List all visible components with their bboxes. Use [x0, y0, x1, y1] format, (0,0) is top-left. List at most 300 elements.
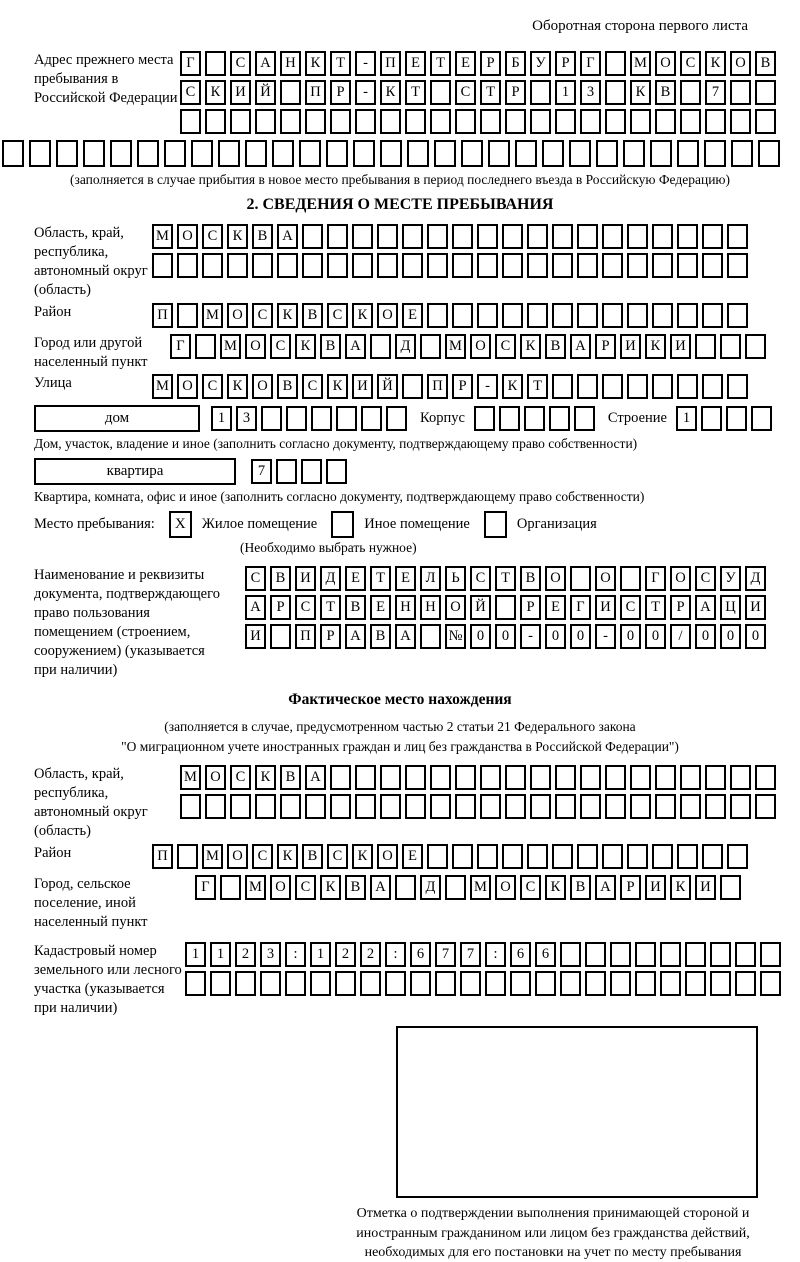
char-box[interactable] — [745, 334, 766, 359]
char-box[interactable] — [735, 971, 756, 996]
char-box[interactable] — [527, 844, 548, 869]
char-box[interactable]: И — [295, 566, 316, 591]
char-box[interactable]: У — [530, 51, 551, 76]
char-box[interactable]: В — [345, 595, 366, 620]
char-box[interactable]: П — [152, 303, 173, 328]
char-box[interactable]: Й — [377, 374, 398, 399]
char-box[interactable]: И — [670, 334, 691, 359]
char-box[interactable]: Г — [580, 51, 601, 76]
char-box[interactable] — [177, 844, 198, 869]
char-box[interactable] — [627, 844, 648, 869]
char-box[interactable]: К — [277, 844, 298, 869]
char-box[interactable] — [727, 224, 748, 249]
char-box[interactable] — [677, 253, 698, 278]
char-box[interactable] — [210, 971, 231, 996]
char-box[interactable]: Е — [455, 51, 476, 76]
char-box[interactable] — [352, 253, 373, 278]
char-box[interactable] — [527, 303, 548, 328]
char-box[interactable]: С — [327, 844, 348, 869]
char-box[interactable]: М — [152, 224, 173, 249]
char-box[interactable] — [377, 253, 398, 278]
char-box[interactable] — [680, 109, 701, 134]
char-box[interactable] — [330, 765, 351, 790]
char-box[interactable]: 0 — [695, 624, 716, 649]
char-box[interactable]: О — [177, 374, 198, 399]
char-box[interactable] — [580, 109, 601, 134]
char-box[interactable] — [205, 794, 226, 819]
char-box[interactable] — [755, 765, 776, 790]
char-box[interactable]: Д — [420, 875, 441, 900]
char-box[interactable]: Р — [330, 80, 351, 105]
char-box[interactable] — [502, 844, 523, 869]
char-box[interactable]: С — [230, 765, 251, 790]
char-box[interactable]: 6 — [410, 942, 431, 967]
char-box[interactable] — [515, 140, 537, 167]
char-box[interactable]: А — [395, 624, 416, 649]
char-box[interactable] — [488, 140, 510, 167]
char-box[interactable]: В — [370, 624, 391, 649]
char-box[interactable]: К — [380, 80, 401, 105]
char-box[interactable] — [499, 406, 520, 431]
char-box[interactable] — [370, 334, 391, 359]
char-box[interactable]: 3 — [236, 406, 257, 431]
char-box[interactable] — [569, 140, 591, 167]
char-box[interactable]: О — [377, 844, 398, 869]
char-box[interactable] — [502, 224, 523, 249]
char-box[interactable] — [377, 224, 398, 249]
char-box[interactable] — [380, 140, 402, 167]
char-box[interactable] — [710, 942, 731, 967]
char-box[interactable]: - — [355, 80, 376, 105]
char-box[interactable]: 6 — [510, 942, 531, 967]
char-box[interactable] — [677, 303, 698, 328]
char-box[interactable] — [720, 334, 741, 359]
char-box[interactable] — [477, 253, 498, 278]
char-box[interactable] — [627, 374, 648, 399]
char-box[interactable]: Е — [370, 595, 391, 620]
char-box[interactable] — [270, 624, 291, 649]
char-box[interactable] — [427, 224, 448, 249]
char-box[interactable] — [552, 303, 573, 328]
char-box[interactable] — [430, 765, 451, 790]
char-box[interactable] — [602, 303, 623, 328]
char-box[interactable] — [302, 253, 323, 278]
char-box[interactable]: И — [745, 595, 766, 620]
char-box[interactable] — [602, 224, 623, 249]
char-box[interactable]: И — [352, 374, 373, 399]
char-box[interactable]: - — [355, 51, 376, 76]
char-box[interactable] — [635, 942, 656, 967]
char-box[interactable]: В — [302, 844, 323, 869]
char-box[interactable] — [680, 765, 701, 790]
char-box[interactable]: К — [227, 224, 248, 249]
char-box[interactable]: В — [252, 224, 273, 249]
char-box[interactable] — [495, 595, 516, 620]
char-box[interactable] — [276, 459, 297, 484]
char-box[interactable]: И — [620, 334, 641, 359]
char-box[interactable]: К — [630, 80, 651, 105]
char-box[interactable]: О — [377, 303, 398, 328]
char-box[interactable] — [385, 971, 406, 996]
char-box[interactable] — [461, 140, 483, 167]
char-box[interactable]: М — [630, 51, 651, 76]
char-box[interactable]: Р — [620, 875, 641, 900]
char-box[interactable] — [455, 109, 476, 134]
char-box[interactable] — [680, 794, 701, 819]
char-box[interactable]: 2 — [235, 942, 256, 967]
char-box[interactable]: А — [255, 51, 276, 76]
char-box[interactable] — [755, 794, 776, 819]
char-box[interactable] — [301, 459, 322, 484]
char-box[interactable] — [327, 224, 348, 249]
char-box[interactable] — [655, 109, 676, 134]
char-box[interactable]: Й — [470, 595, 491, 620]
char-box[interactable] — [455, 765, 476, 790]
char-box[interactable] — [726, 406, 747, 431]
char-box[interactable]: Д — [745, 566, 766, 591]
char-box[interactable] — [605, 794, 626, 819]
char-box[interactable]: А — [595, 875, 616, 900]
char-box[interactable]: 2 — [335, 942, 356, 967]
char-box[interactable] — [386, 406, 407, 431]
char-box[interactable]: Е — [345, 566, 366, 591]
char-box[interactable]: 1 — [211, 406, 232, 431]
char-box[interactable]: Т — [330, 51, 351, 76]
char-box[interactable]: О — [670, 566, 691, 591]
char-box[interactable] — [555, 765, 576, 790]
char-box[interactable]: П — [295, 624, 316, 649]
char-box[interactable]: Е — [402, 303, 423, 328]
char-box[interactable]: С — [180, 80, 201, 105]
char-box[interactable]: С — [252, 303, 273, 328]
char-box[interactable] — [755, 109, 776, 134]
char-box[interactable]: Р — [595, 334, 616, 359]
char-box[interactable] — [272, 140, 294, 167]
char-box[interactable] — [577, 844, 598, 869]
char-box[interactable] — [760, 971, 781, 996]
char-box[interactable]: О — [595, 566, 616, 591]
char-box[interactable] — [730, 80, 751, 105]
char-box[interactable] — [555, 794, 576, 819]
char-box[interactable] — [549, 406, 570, 431]
char-box[interactable]: С — [202, 224, 223, 249]
char-box[interactable]: 0 — [745, 624, 766, 649]
char-box[interactable]: Г — [180, 51, 201, 76]
char-box[interactable] — [623, 140, 645, 167]
char-box[interactable] — [620, 566, 641, 591]
char-box[interactable] — [336, 406, 357, 431]
char-box[interactable]: К — [645, 334, 666, 359]
char-box[interactable]: В — [520, 566, 541, 591]
char-box[interactable]: К — [205, 80, 226, 105]
char-box[interactable]: О — [177, 224, 198, 249]
char-box[interactable]: Т — [405, 80, 426, 105]
char-box[interactable]: С — [327, 303, 348, 328]
char-box[interactable] — [355, 109, 376, 134]
char-box[interactable] — [285, 971, 306, 996]
char-box[interactable] — [542, 140, 564, 167]
char-box[interactable] — [410, 971, 431, 996]
char-box[interactable]: Г — [195, 875, 216, 900]
char-box[interactable]: О — [270, 875, 291, 900]
char-box[interactable]: О — [545, 566, 566, 591]
char-box[interactable] — [280, 80, 301, 105]
char-box[interactable]: О — [445, 595, 466, 620]
char-box[interactable]: С — [202, 374, 223, 399]
char-box[interactable] — [605, 80, 626, 105]
char-box[interactable] — [255, 109, 276, 134]
char-box[interactable] — [280, 794, 301, 819]
char-box[interactable]: : — [285, 942, 306, 967]
char-box[interactable]: Е — [405, 51, 426, 76]
char-box[interactable] — [405, 109, 426, 134]
char-box[interactable] — [555, 109, 576, 134]
char-box[interactable]: Р — [505, 80, 526, 105]
char-box[interactable] — [580, 794, 601, 819]
char-box[interactable]: / — [670, 624, 691, 649]
char-box[interactable]: О — [730, 51, 751, 76]
char-box[interactable] — [577, 253, 598, 278]
char-box[interactable]: 2 — [360, 942, 381, 967]
char-box[interactable] — [29, 140, 51, 167]
char-box[interactable]: О — [495, 875, 516, 900]
char-box[interactable]: И — [245, 624, 266, 649]
char-box[interactable] — [218, 140, 240, 167]
char-box[interactable] — [260, 971, 281, 996]
char-box[interactable]: М — [445, 334, 466, 359]
char-box[interactable]: С — [302, 374, 323, 399]
char-box[interactable] — [420, 624, 441, 649]
char-box[interactable] — [405, 794, 426, 819]
char-box[interactable] — [452, 303, 473, 328]
char-box[interactable]: О — [470, 334, 491, 359]
char-box[interactable] — [227, 253, 248, 278]
char-box[interactable]: 0 — [570, 624, 591, 649]
char-box[interactable]: С — [455, 80, 476, 105]
char-box[interactable]: М — [470, 875, 491, 900]
char-box[interactable] — [235, 971, 256, 996]
char-box[interactable] — [704, 140, 726, 167]
char-box[interactable] — [630, 765, 651, 790]
char-box[interactable] — [455, 794, 476, 819]
char-box[interactable] — [445, 875, 466, 900]
char-box[interactable] — [326, 140, 348, 167]
char-box[interactable] — [755, 80, 776, 105]
char-box[interactable]: 0 — [645, 624, 666, 649]
checkbox-organization[interactable] — [484, 511, 507, 538]
char-box[interactable]: Т — [430, 51, 451, 76]
char-box[interactable] — [380, 794, 401, 819]
char-box[interactable] — [277, 253, 298, 278]
char-box[interactable] — [630, 794, 651, 819]
char-box[interactable]: Л — [420, 566, 441, 591]
char-box[interactable]: С — [230, 51, 251, 76]
char-box[interactable] — [652, 844, 673, 869]
char-box[interactable] — [286, 406, 307, 431]
char-box[interactable] — [352, 224, 373, 249]
char-box[interactable]: И — [695, 875, 716, 900]
char-box[interactable]: К — [295, 334, 316, 359]
char-box[interactable]: П — [380, 51, 401, 76]
char-box[interactable]: Б — [505, 51, 526, 76]
char-box[interactable] — [702, 374, 723, 399]
char-box[interactable] — [577, 303, 598, 328]
char-box[interactable] — [560, 971, 581, 996]
char-box[interactable] — [527, 253, 548, 278]
char-box[interactable] — [530, 765, 551, 790]
char-box[interactable] — [305, 794, 326, 819]
char-box[interactable] — [505, 109, 526, 134]
char-box[interactable]: Р — [555, 51, 576, 76]
char-box[interactable]: В — [570, 875, 591, 900]
char-box[interactable] — [677, 140, 699, 167]
char-box[interactable]: А — [345, 334, 366, 359]
char-box[interactable] — [552, 224, 573, 249]
char-box[interactable] — [527, 224, 548, 249]
char-box[interactable] — [552, 844, 573, 869]
char-box[interactable]: С — [295, 595, 316, 620]
char-box[interactable]: К — [320, 875, 341, 900]
char-box[interactable] — [480, 109, 501, 134]
char-box[interactable] — [602, 374, 623, 399]
char-box[interactable] — [535, 971, 556, 996]
char-box[interactable] — [727, 844, 748, 869]
char-box[interactable]: Т — [480, 80, 501, 105]
char-box[interactable] — [261, 406, 282, 431]
char-box[interactable]: - — [595, 624, 616, 649]
char-box[interactable]: 7 — [251, 459, 272, 484]
char-box[interactable] — [502, 303, 523, 328]
char-box[interactable] — [305, 109, 326, 134]
char-box[interactable]: Р — [670, 595, 691, 620]
char-box[interactable] — [477, 844, 498, 869]
char-box[interactable] — [452, 224, 473, 249]
char-box[interactable] — [650, 140, 672, 167]
char-box[interactable] — [152, 253, 173, 278]
char-box[interactable]: Р — [480, 51, 501, 76]
char-box[interactable] — [380, 765, 401, 790]
char-box[interactable]: М — [220, 334, 241, 359]
char-box[interactable]: К — [227, 374, 248, 399]
char-box[interactable]: № — [445, 624, 466, 649]
char-box[interactable] — [510, 971, 531, 996]
char-box[interactable]: А — [277, 224, 298, 249]
char-box[interactable] — [452, 844, 473, 869]
char-box[interactable]: - — [477, 374, 498, 399]
char-box[interactable]: О — [205, 765, 226, 790]
char-box[interactable]: М — [202, 844, 223, 869]
char-box[interactable] — [252, 253, 273, 278]
char-box[interactable] — [731, 140, 753, 167]
char-box[interactable] — [702, 844, 723, 869]
char-box[interactable] — [502, 253, 523, 278]
char-box[interactable]: : — [385, 942, 406, 967]
char-box[interactable]: Н — [420, 595, 441, 620]
char-box[interactable]: М — [180, 765, 201, 790]
char-box[interactable]: Р — [320, 624, 341, 649]
char-box[interactable]: Е — [395, 566, 416, 591]
char-box[interactable]: Р — [270, 595, 291, 620]
char-box[interactable] — [627, 303, 648, 328]
char-box[interactable]: В — [655, 80, 676, 105]
char-box[interactable] — [430, 80, 451, 105]
char-box[interactable] — [355, 794, 376, 819]
char-box[interactable]: К — [352, 303, 373, 328]
char-box[interactable] — [610, 971, 631, 996]
char-box[interactable]: А — [570, 334, 591, 359]
char-box[interactable] — [474, 406, 495, 431]
char-box[interactable] — [430, 794, 451, 819]
char-box[interactable]: О — [227, 844, 248, 869]
char-box[interactable] — [602, 253, 623, 278]
char-box[interactable] — [677, 374, 698, 399]
char-box[interactable] — [570, 566, 591, 591]
char-box[interactable]: М — [202, 303, 223, 328]
char-box[interactable]: Н — [280, 51, 301, 76]
char-box[interactable] — [335, 971, 356, 996]
char-box[interactable]: Т — [495, 566, 516, 591]
char-box[interactable]: Т — [645, 595, 666, 620]
char-box[interactable] — [255, 794, 276, 819]
char-box[interactable] — [302, 224, 323, 249]
char-box[interactable] — [552, 374, 573, 399]
char-box[interactable]: У — [720, 566, 741, 591]
char-box[interactable]: А — [370, 875, 391, 900]
char-box[interactable]: 1 — [210, 942, 231, 967]
char-box[interactable]: Н — [395, 595, 416, 620]
char-box[interactable] — [452, 253, 473, 278]
char-box[interactable] — [280, 109, 301, 134]
checkbox-residential[interactable]: X — [169, 511, 192, 538]
char-box[interactable] — [460, 971, 481, 996]
char-box[interactable]: С — [520, 875, 541, 900]
char-box[interactable]: 1 — [676, 406, 697, 431]
char-box[interactable]: К — [520, 334, 541, 359]
char-box[interactable] — [311, 406, 332, 431]
char-box[interactable]: Е — [402, 844, 423, 869]
char-box[interactable] — [420, 334, 441, 359]
char-box[interactable]: В — [320, 334, 341, 359]
char-box[interactable] — [560, 942, 581, 967]
char-box[interactable] — [477, 303, 498, 328]
char-box[interactable]: В — [270, 566, 291, 591]
char-box[interactable] — [635, 971, 656, 996]
char-box[interactable] — [327, 253, 348, 278]
char-box[interactable] — [705, 109, 726, 134]
char-box[interactable] — [727, 303, 748, 328]
char-box[interactable]: Г — [570, 595, 591, 620]
char-box[interactable]: В — [545, 334, 566, 359]
char-box[interactable] — [56, 140, 78, 167]
char-box[interactable] — [605, 51, 626, 76]
char-box[interactable]: О — [252, 374, 273, 399]
char-box[interactable]: П — [305, 80, 326, 105]
char-box[interactable] — [180, 109, 201, 134]
char-box[interactable] — [701, 406, 722, 431]
char-box[interactable] — [695, 334, 716, 359]
char-box[interactable] — [505, 794, 526, 819]
char-box[interactable] — [435, 971, 456, 996]
char-box[interactable] — [230, 794, 251, 819]
char-box[interactable]: К — [352, 844, 373, 869]
char-box[interactable]: О — [245, 334, 266, 359]
char-box[interactable] — [710, 971, 731, 996]
char-box[interactable]: К — [277, 303, 298, 328]
char-box[interactable] — [660, 942, 681, 967]
char-box[interactable] — [585, 942, 606, 967]
char-box[interactable] — [705, 765, 726, 790]
char-box[interactable] — [220, 875, 241, 900]
